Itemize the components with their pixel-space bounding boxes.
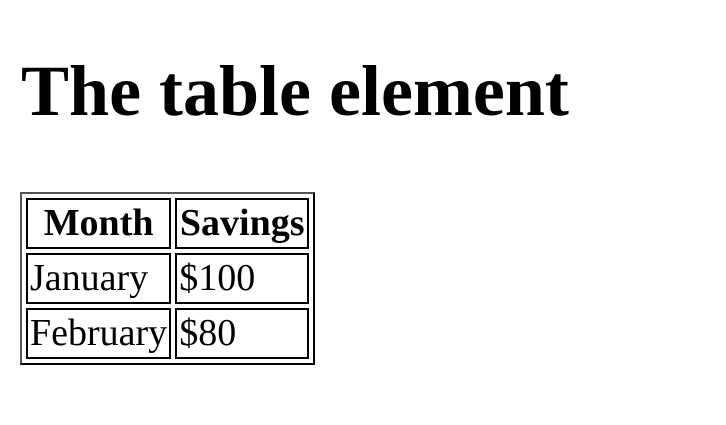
table-cell-savings: $80 xyxy=(175,308,309,359)
table-cell-month: February xyxy=(26,308,171,359)
savings-table xyxy=(20,192,315,365)
table-cell-month: January xyxy=(26,253,171,304)
table-row xyxy=(26,308,309,359)
table-header xyxy=(26,198,309,249)
table-body xyxy=(26,253,309,359)
page-title: The table element xyxy=(21,51,569,131)
column-header-month: Month xyxy=(26,198,171,249)
table-cell-savings: $100 xyxy=(175,253,309,304)
table-header-row xyxy=(26,198,309,249)
table-row xyxy=(26,253,309,304)
column-header-savings: Savings xyxy=(175,198,309,249)
